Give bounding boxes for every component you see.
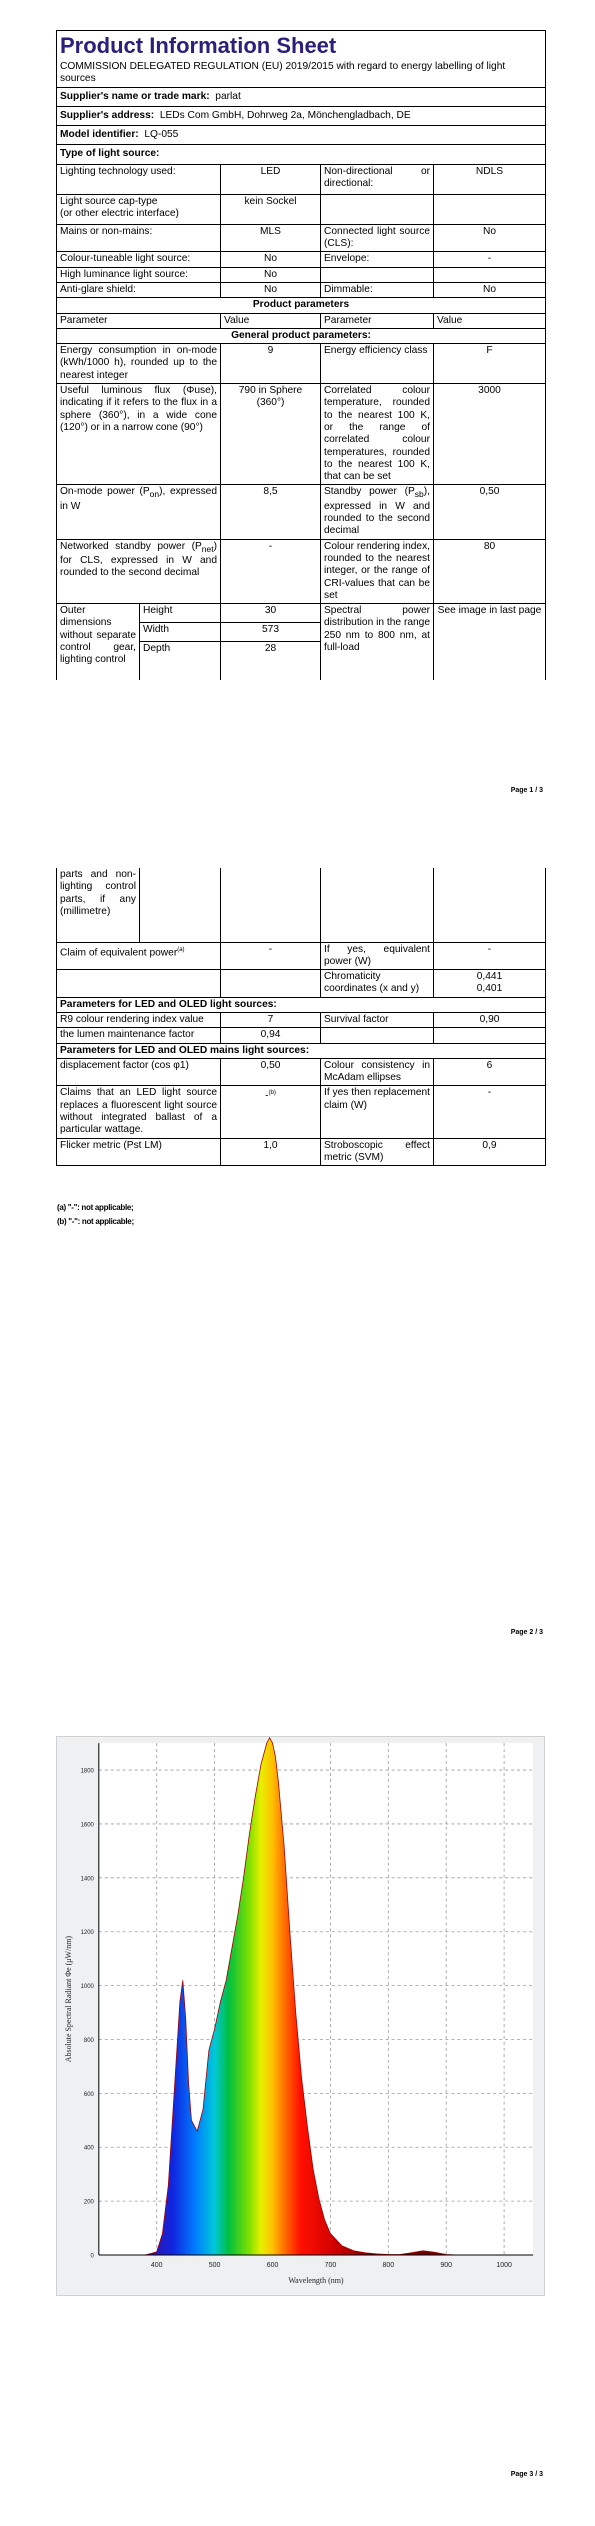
networked-standby-value: - [221, 539, 321, 603]
supplier-address-value: LEDs Com GmbH, Dohrweg 2a, Mönchengladbach, DE [159, 109, 411, 121]
lumen-maintenance-value: 0,94 [221, 1028, 321, 1043]
type-heading: Type of light source: [57, 145, 546, 164]
type-label: Mains or non-mains: [57, 224, 221, 252]
chromaticity-x: 0,441 [476, 971, 503, 983]
type-label: Lighting technology used: [57, 164, 221, 194]
product-info-table-continued [56, 868, 546, 1166]
x-axis-title: Wavelength (nm) [288, 2275, 344, 2285]
col-header-parameter-2: Parameter [321, 313, 434, 328]
type-value: No [221, 267, 321, 282]
energy-consumption-label: Energy consumption in on-mode (kWh/1000 h), rounded up to the nearest integer [57, 344, 221, 384]
y-tick-label: 400 [83, 2145, 94, 2152]
r9-value: 7 [221, 1012, 321, 1027]
col-header-value: Value [221, 313, 321, 328]
page-2 [0, 842, 595, 1684]
type-value: LED [221, 164, 321, 194]
fluorescent-claim-label: Claims that an LED light source replaces a fluorescent light source without integrated ballast of a particular wattage. [57, 1086, 221, 1138]
outer-dimensions-label: Outer dimensions without separate control gear, lighting control [57, 604, 140, 680]
equivalent-power-value: - [434, 942, 546, 970]
type-label-2 [321, 194, 434, 224]
energy-class-value: F [434, 344, 546, 384]
replacement-claim-value: - [434, 1086, 546, 1138]
model-value: LQ-055 [144, 129, 179, 141]
y-tick-label: 600 [83, 2091, 94, 2098]
general-heading: General product parameters: [57, 328, 546, 343]
type-label-2: Connected light source (CLS): [321, 224, 434, 252]
lumen-maintenance-label: the lumen maintenance factor [57, 1028, 221, 1043]
depth-value: 28 [221, 642, 321, 680]
y-tick-label: 0 [90, 2253, 94, 2260]
x-tick-label: 700 [324, 2261, 337, 2269]
page-number: Page 3 / 3 [510, 2471, 543, 2478]
energy-consumption-value: 9 [221, 344, 321, 384]
luminous-flux-label: Useful luminous flux (Φuse), indicating if it refers to the flux in a sphere (360°), in a wide cone (120°) or in a narrow cone (90°) [57, 384, 221, 485]
displacement-factor-value: 0,50 [221, 1058, 321, 1086]
width-value: 573 [221, 623, 321, 642]
spectral-distribution-label: Spectral power distribution in the range 250 nm to 800 nm, at full-load [321, 604, 434, 680]
type-label-2: Envelope: [321, 252, 434, 267]
height-value: 30 [221, 604, 321, 623]
type-label-2: Non-directional or directional: [321, 164, 434, 194]
type-value: No [221, 282, 321, 297]
model-label: Model identifier: [60, 129, 139, 141]
cct-label: Correlated colour temperature, rounded to the nearest 100 K, or the range of correlated colour temperatures, rounded to the nearest 100 K, that can be set [321, 384, 434, 485]
type-value: MLS [221, 224, 321, 252]
networked-standby-label: Networked standby power $(P_{net})$ for CLS, expressed in W and rounded to the second decimal [57, 539, 221, 603]
replacement-claim-label: If yes then replacement claim (W) [321, 1086, 434, 1138]
spectral-distribution-value: See image in last page [434, 604, 546, 680]
x-tick-label: 600 [266, 2261, 279, 2269]
width-label: Width [140, 623, 221, 642]
supplier-name-label: Supplier's name or trade mark: [60, 90, 210, 102]
regulation-text: COMMISSION DELEGATED REGULATION (EU) 2019/2015 with regard to energy labelling of light sources [60, 61, 506, 85]
mains-params-heading: Parameters for LED and OLED mains light sources: [57, 1043, 546, 1058]
col-header-parameter: Parameter [57, 313, 221, 328]
luminous-flux-value: 790 in Sphere (360°) [221, 384, 321, 485]
chromaticity-value [434, 970, 546, 998]
y-tick-label: 1600 [80, 1822, 94, 1829]
survival-factor-label: Survival factor [321, 1012, 434, 1027]
type-value-2: No [434, 282, 546, 297]
type-value-2 [434, 267, 546, 282]
type-label: Colour-tuneable light source: [57, 252, 221, 267]
x-tick-label: 900 [440, 2261, 453, 2269]
supplier-address-label: Supplier's address: [60, 109, 155, 121]
stroboscopic-label: Stroboscopic effect metric (SVM) [321, 1138, 434, 1166]
type-value-2: No [434, 224, 546, 252]
on-mode-power-label: On-mode power $(P_{on})$, expressed in W [57, 485, 221, 539]
type-label: High luminance light source: [57, 267, 221, 282]
supplier-name-value: parlat [215, 90, 241, 102]
flicker-metric-value: 1,0 [221, 1138, 321, 1166]
outer-dimensions-label-cont: parts and non-lighting control parts, if any (millimetre) [57, 868, 140, 942]
col-header-value-2: Value [434, 313, 546, 328]
depth-label: Depth [140, 642, 221, 680]
standby-power-label: Standby power $(P_{sb})$, expressed in W and rounded to the second decimal [321, 485, 434, 539]
colour-consistency-value: 6 [434, 1058, 546, 1086]
y-tick-label: 1800 [80, 1768, 94, 1775]
cct-value: 3000 [434, 384, 546, 485]
x-tick-label: 400 [150, 2261, 163, 2269]
energy-class-label: Energy efficiency class [321, 344, 434, 384]
page-1 [0, 0, 595, 842]
fluorescent-claim-value: -$^{(b)}$ [221, 1086, 321, 1138]
standby-power-value: 0,50 [434, 485, 546, 539]
page-number: Page 2 / 3 [510, 1629, 543, 1636]
colour-consistency-label: Colour consistency in McAdam ellipses [321, 1058, 434, 1086]
cri-label: Colour rendering index, rounded to the nearest integer, or the range of CRI-values that can be set [321, 539, 434, 603]
spectral-power-chart [56, 1736, 545, 2296]
type-value: No [221, 252, 321, 267]
type-label-2 [321, 267, 434, 282]
r9-label: R9 colour rendering index value [57, 1012, 221, 1027]
y-axis-title: Absolute Spectral Radiant Φe (μW/nm) [63, 1935, 73, 2063]
type-value-2 [434, 194, 546, 224]
y-tick-label: 200 [83, 2199, 94, 2206]
on-mode-power-value: 8,5 [221, 485, 321, 539]
height-label: Height [140, 604, 221, 623]
stroboscopic-value: 0,9 [434, 1138, 546, 1166]
survival-factor-value: 0,90 [434, 1012, 546, 1027]
equivalent-power-claim-value: - [221, 942, 321, 970]
page-3 [0, 1684, 595, 2526]
footnotes [57, 1201, 134, 1229]
type-label: Light source cap-type (or other electric interface) [57, 194, 221, 224]
cri-value: 80 [434, 539, 546, 603]
type-label-2: Dimmable: [321, 282, 434, 297]
type-value: kein Sockel [221, 194, 321, 224]
chromaticity-y: 0,401 [476, 983, 503, 995]
page-title: Product Information Sheet [60, 33, 337, 58]
product-params-heading: Product parameters [57, 298, 546, 313]
led-params-heading: Parameters for LED and OLED light sources: [57, 997, 546, 1012]
product-info-table [56, 30, 546, 680]
plot-area [99, 1743, 533, 2255]
y-tick-label: 1200 [80, 1930, 94, 1937]
type-value-2: - [434, 252, 546, 267]
x-tick-label: 800 [382, 2261, 395, 2269]
y-tick-label: 800 [83, 2037, 94, 2044]
equivalent-power-claim-label: Claim of equivalent power$^{(a)}$ [57, 942, 221, 970]
displacement-factor-label: displacement factor (cos φ1) [57, 1058, 221, 1086]
footnote-a: (a) "-": not applicable; [57, 1203, 134, 1212]
flicker-metric-label: Flicker metric (Pst LM) [57, 1138, 221, 1166]
x-tick-label: 500 [208, 2261, 221, 2269]
x-tick-label: 1000 [496, 2261, 512, 2269]
type-value-2: NDLS [434, 164, 546, 194]
page-number: Page 1 / 3 [510, 787, 543, 794]
y-tick-label: 1400 [80, 1876, 94, 1883]
equivalent-power-label: If yes, equivalent power (W) [321, 942, 434, 970]
y-tick-label: 1000 [80, 1984, 94, 1991]
type-label: Anti-glare shield: [57, 282, 221, 297]
footnote-b: (b) "-": not applicable; [57, 1217, 134, 1226]
chromaticity-label: Chromaticity coordinates (x and y) [321, 970, 434, 998]
